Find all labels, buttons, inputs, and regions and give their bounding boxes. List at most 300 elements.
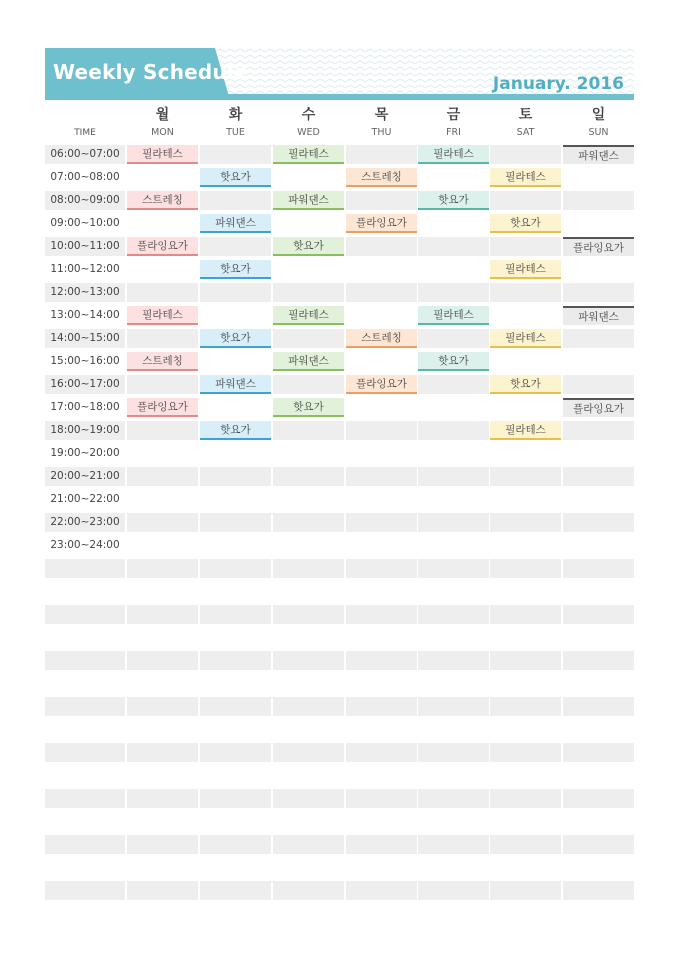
schedule-row xyxy=(45,214,634,233)
day-name-english: SUN xyxy=(588,127,609,138)
schedule-cell xyxy=(563,697,634,716)
header-banner xyxy=(45,48,634,100)
schedule-row xyxy=(45,674,634,693)
day-name-english: MON xyxy=(151,127,174,138)
schedule-cell xyxy=(127,559,198,578)
class-entry: 플라잉요가 xyxy=(563,398,634,417)
schedule-cell xyxy=(418,674,489,693)
schedule-cell xyxy=(418,536,489,555)
schedule-cell xyxy=(273,283,344,302)
class-entry: 플라잉요가 xyxy=(346,375,417,394)
time-slot-label: 08:00~09:00 xyxy=(45,191,125,210)
schedule-cell xyxy=(346,283,417,302)
schedule-cell xyxy=(563,743,634,762)
schedule-cell xyxy=(200,605,271,624)
schedule-cell xyxy=(127,283,198,302)
schedule-cell xyxy=(563,766,634,785)
schedule-row xyxy=(45,237,634,256)
schedule-cell xyxy=(563,812,634,831)
schedule-cell xyxy=(127,536,198,555)
time-slot-label: 10:00~11:00 xyxy=(45,237,125,256)
schedule-cell xyxy=(563,490,634,509)
schedule-cell xyxy=(346,145,417,164)
schedule-cell xyxy=(127,858,198,877)
schedule-cell xyxy=(418,283,489,302)
schedule-cell xyxy=(418,789,489,808)
class-entry: 필라테스 xyxy=(127,145,198,164)
schedule-cell xyxy=(418,237,489,256)
schedule-cell xyxy=(346,421,417,440)
schedule-cell xyxy=(200,651,271,670)
schedule-cell xyxy=(273,375,344,394)
schedule-row xyxy=(45,697,634,716)
schedule-cell xyxy=(200,145,271,164)
schedule-cell xyxy=(273,214,344,233)
class-entry: 핫요가 xyxy=(200,329,271,348)
schedule-cell xyxy=(563,191,634,210)
schedule-cell xyxy=(200,559,271,578)
day-name-english: TUE xyxy=(226,127,245,138)
schedule-cell xyxy=(127,421,198,440)
schedule-cell xyxy=(346,674,417,693)
schedule-cell xyxy=(563,605,634,624)
schedule-cell xyxy=(127,214,198,233)
schedule-row xyxy=(45,306,634,325)
schedule-cell xyxy=(273,168,344,187)
time-slot-label xyxy=(45,858,125,877)
schedule-cell xyxy=(127,168,198,187)
class-entry: 스트레칭 xyxy=(346,329,417,348)
schedule-cell xyxy=(490,812,561,831)
schedule-cell xyxy=(563,467,634,486)
schedule-cell xyxy=(273,766,344,785)
time-slot-label: 19:00~20:00 xyxy=(50,447,120,459)
schedule-cell xyxy=(563,881,634,900)
schedule-cell xyxy=(418,490,489,509)
schedule-cell xyxy=(418,260,489,279)
schedule-cell xyxy=(127,904,198,923)
schedule-cell xyxy=(273,260,344,279)
schedule-cell xyxy=(346,237,417,256)
class-entry: 파워댄스 xyxy=(273,352,344,371)
time-slot-label: 07:00~08:00 xyxy=(50,171,120,183)
month-label: January. 2016 xyxy=(492,74,624,94)
schedule-cell xyxy=(418,651,489,670)
schedule-cell xyxy=(200,306,271,325)
time-slot-label xyxy=(45,628,125,647)
schedule-cell xyxy=(200,881,271,900)
schedule-cell xyxy=(418,329,489,348)
schedule-row xyxy=(45,835,634,854)
schedule-cell xyxy=(273,812,344,831)
time-slot-label: 06:00~07:00 xyxy=(45,145,125,164)
schedule-cell xyxy=(346,881,417,900)
class-entry: 필라테스 xyxy=(490,260,561,279)
schedule-cell xyxy=(346,766,417,785)
class-entry: 필라테스 xyxy=(273,145,344,164)
schedule-cell xyxy=(418,697,489,716)
schedule-cell xyxy=(273,582,344,601)
day-header-sun xyxy=(563,106,634,140)
class-entry: 핫요가 xyxy=(200,168,271,187)
schedule-cell xyxy=(200,835,271,854)
schedule-cell xyxy=(346,536,417,555)
schedule-cell xyxy=(490,398,561,417)
schedule-cell xyxy=(490,559,561,578)
schedule-cell xyxy=(490,237,561,256)
schedule-cell xyxy=(563,214,634,233)
schedule-cell xyxy=(490,444,561,463)
schedule-row xyxy=(45,789,634,808)
class-entry: 파워댄스 xyxy=(200,375,271,394)
time-slot-label: 11:00~12:00 xyxy=(50,263,120,275)
schedule-cell xyxy=(273,674,344,693)
schedule-cell xyxy=(127,490,198,509)
schedule-cell xyxy=(200,352,271,371)
schedule-cell xyxy=(346,260,417,279)
schedule-cell xyxy=(418,720,489,739)
schedule-cell xyxy=(200,674,271,693)
schedule-cell xyxy=(127,329,198,348)
time-slot-label xyxy=(45,697,125,716)
schedule-cell xyxy=(127,467,198,486)
time-slot-label: 20:00~21:00 xyxy=(45,467,125,486)
time-slot-label xyxy=(45,812,125,831)
schedule-cell xyxy=(346,559,417,578)
schedule-row xyxy=(45,145,634,164)
schedule-cell xyxy=(418,766,489,785)
schedule-cell xyxy=(490,283,561,302)
class-entry: 필라테스 xyxy=(490,329,561,348)
schedule-cell xyxy=(563,421,634,440)
class-entry: 플라잉요가 xyxy=(127,237,198,256)
schedule-cell xyxy=(418,812,489,831)
schedule-cell xyxy=(490,145,561,164)
schedule-cell xyxy=(418,904,489,923)
schedule-cell xyxy=(563,720,634,739)
class-entry: 파워댄스 xyxy=(563,306,634,325)
schedule-cell xyxy=(127,582,198,601)
day-header-wed xyxy=(273,106,344,140)
schedule-cell xyxy=(273,651,344,670)
schedule-row xyxy=(45,490,634,509)
schedule-cell xyxy=(490,743,561,762)
schedule-cell xyxy=(490,628,561,647)
schedule-cell xyxy=(127,812,198,831)
time-slot-label: 21:00~22:00 xyxy=(50,493,120,505)
schedule-cell xyxy=(273,697,344,716)
schedule-cell xyxy=(200,743,271,762)
schedule-cell xyxy=(490,835,561,854)
schedule-row xyxy=(45,720,634,739)
schedule-cell xyxy=(563,789,634,808)
schedule-cell xyxy=(127,628,198,647)
schedule-cell xyxy=(563,444,634,463)
class-entry: 스트레칭 xyxy=(346,168,417,187)
schedule-row xyxy=(45,421,634,440)
schedule-cell xyxy=(127,881,198,900)
schedule-cell xyxy=(200,398,271,417)
schedule-cell xyxy=(127,375,198,394)
schedule-cell xyxy=(346,720,417,739)
schedule-cell xyxy=(273,421,344,440)
schedule-cell xyxy=(200,904,271,923)
day-header-fri xyxy=(418,106,489,140)
schedule-cell xyxy=(490,582,561,601)
day-name-korean: 토 xyxy=(518,107,533,123)
schedule-cell xyxy=(273,904,344,923)
time-slot-label xyxy=(45,743,125,762)
class-entry: 핫요가 xyxy=(490,375,561,394)
schedule-row xyxy=(45,743,634,762)
schedule-cell xyxy=(127,513,198,532)
day-name-english: SAT xyxy=(516,127,535,138)
schedule-row xyxy=(45,904,634,923)
time-slot-label: 12:00~13:00 xyxy=(45,283,125,302)
schedule-cell xyxy=(127,674,198,693)
schedule-row xyxy=(45,444,634,463)
schedule-cell xyxy=(346,651,417,670)
time-slot-label: 22:00~23:00 xyxy=(45,513,125,532)
schedule-cell xyxy=(346,490,417,509)
day-name-korean: 일 xyxy=(591,107,606,123)
schedule-cell xyxy=(490,467,561,486)
schedule-cell xyxy=(346,352,417,371)
schedule-cell xyxy=(490,674,561,693)
schedule-cell xyxy=(490,904,561,923)
day-name-korean: 목 xyxy=(374,107,389,123)
time-slot-label: 17:00~18:00 xyxy=(50,401,120,413)
schedule-cell xyxy=(490,513,561,532)
page-title: Weekly Schedule xyxy=(53,60,248,84)
schedule-cell xyxy=(563,375,634,394)
schedule-cell xyxy=(127,651,198,670)
schedule-cell xyxy=(346,812,417,831)
schedule-cell xyxy=(490,697,561,716)
schedule-cell xyxy=(490,536,561,555)
schedule-cell xyxy=(490,858,561,877)
schedule-cell xyxy=(563,674,634,693)
schedule-row xyxy=(45,168,634,187)
schedule-cell xyxy=(563,835,634,854)
schedule-cell xyxy=(346,835,417,854)
schedule-cell xyxy=(418,513,489,532)
time-slot-label xyxy=(45,789,125,808)
schedule-cell xyxy=(273,605,344,624)
time-slot-label xyxy=(45,835,125,854)
schedule-cell xyxy=(127,720,198,739)
schedule-row xyxy=(45,329,634,348)
schedule-cell xyxy=(418,467,489,486)
schedule-cell xyxy=(273,513,344,532)
class-entry: 필라테스 xyxy=(490,168,561,187)
schedule-cell xyxy=(273,789,344,808)
class-entry: 필라테스 xyxy=(418,145,489,164)
schedule-cell xyxy=(563,283,634,302)
schedule-cell xyxy=(200,283,271,302)
schedule-row xyxy=(45,375,634,394)
schedule-cell xyxy=(418,628,489,647)
day-name-korean: 화 xyxy=(228,107,243,123)
schedule-cell xyxy=(346,444,417,463)
time-slot-label xyxy=(45,904,125,923)
schedule-cell xyxy=(563,329,634,348)
schedule-cell xyxy=(273,444,344,463)
day-header-thu xyxy=(346,106,417,140)
time-slot-label xyxy=(45,881,125,900)
schedule-cell xyxy=(418,881,489,900)
time-slot-label: 18:00~19:00 xyxy=(45,421,125,440)
schedule-cell xyxy=(346,467,417,486)
schedule-row xyxy=(45,651,634,670)
schedule-cell xyxy=(490,306,561,325)
schedule-cell xyxy=(273,559,344,578)
schedule-row xyxy=(45,858,634,877)
schedule-cell xyxy=(418,835,489,854)
schedule-row xyxy=(45,582,634,601)
schedule-cell xyxy=(127,789,198,808)
time-slot-label xyxy=(45,559,125,578)
class-entry: 스트레칭 xyxy=(127,191,198,210)
schedule-cell xyxy=(127,697,198,716)
time-slot-label xyxy=(45,766,125,785)
class-entry: 핫요가 xyxy=(490,214,561,233)
class-entry: 핫요가 xyxy=(418,352,489,371)
schedule-cell xyxy=(273,467,344,486)
day-name-english: WED xyxy=(297,127,320,138)
schedule-cell xyxy=(346,513,417,532)
schedule-cell xyxy=(346,191,417,210)
class-entry: 핫요가 xyxy=(200,260,271,279)
schedule-cell xyxy=(200,628,271,647)
schedule-cell xyxy=(346,306,417,325)
schedule-cell xyxy=(418,421,489,440)
schedule-cell xyxy=(418,375,489,394)
schedule-cell xyxy=(490,766,561,785)
schedule-cell xyxy=(200,812,271,831)
schedule-cell xyxy=(490,789,561,808)
schedule-cell xyxy=(563,651,634,670)
time-slot-label xyxy=(45,605,125,624)
time-slot-label xyxy=(45,674,125,693)
class-entry: 필라테스 xyxy=(127,306,198,325)
schedule-cell xyxy=(200,858,271,877)
time-slot-label: 14:00~15:00 xyxy=(45,329,125,348)
schedule-cell xyxy=(563,858,634,877)
schedule-cell xyxy=(200,513,271,532)
schedule-cell xyxy=(200,582,271,601)
schedule-cell xyxy=(200,191,271,210)
schedule-row xyxy=(45,812,634,831)
schedule-cell xyxy=(346,398,417,417)
schedule-cell xyxy=(563,168,634,187)
day-name-english: FRI xyxy=(446,127,461,138)
schedule-cell xyxy=(490,720,561,739)
schedule-cell xyxy=(200,490,271,509)
schedule-cell xyxy=(346,789,417,808)
schedule-cell xyxy=(418,168,489,187)
schedule-cell xyxy=(273,490,344,509)
schedule-cell xyxy=(273,628,344,647)
schedule-cell xyxy=(490,605,561,624)
schedule-row xyxy=(45,628,634,647)
schedule-cell xyxy=(563,904,634,923)
schedule-cell xyxy=(346,628,417,647)
schedule-cell xyxy=(490,881,561,900)
schedule-row xyxy=(45,766,634,785)
schedule-cell xyxy=(346,904,417,923)
schedule-cell xyxy=(346,697,417,716)
schedule-cell xyxy=(200,720,271,739)
time-column-header: TIME xyxy=(74,128,96,138)
time-slot-label: 16:00~17:00 xyxy=(45,375,125,394)
schedule-row xyxy=(45,260,634,279)
class-entry: 핫요가 xyxy=(273,237,344,256)
class-entry: 파워댄스 xyxy=(273,191,344,210)
schedule-cell xyxy=(490,352,561,371)
schedule-cell xyxy=(200,237,271,256)
schedule-cell xyxy=(563,536,634,555)
class-entry: 파워댄스 xyxy=(200,214,271,233)
time-slot-label: 23:00~24:00 xyxy=(50,539,120,551)
time-slot-label xyxy=(45,651,125,670)
class-entry: 필라테스 xyxy=(273,306,344,325)
class-entry: 필라테스 xyxy=(490,421,561,440)
schedule-row xyxy=(45,283,634,302)
schedule-cell xyxy=(127,835,198,854)
schedule-cell xyxy=(200,766,271,785)
schedule-cell xyxy=(563,260,634,279)
time-slot-label: 09:00~10:00 xyxy=(50,217,120,229)
schedule-cell xyxy=(273,536,344,555)
schedule-cell xyxy=(273,720,344,739)
schedule-row xyxy=(45,513,634,532)
time-slot-label: 13:00~14:00 xyxy=(50,309,120,321)
schedule-cell xyxy=(346,858,417,877)
schedule-cell xyxy=(418,444,489,463)
schedule-cell xyxy=(490,651,561,670)
schedule-cell xyxy=(563,628,634,647)
schedule-row xyxy=(45,881,634,900)
class-entry: 플라잉요가 xyxy=(346,214,417,233)
schedule-cell xyxy=(490,490,561,509)
schedule-row xyxy=(45,536,634,555)
schedule-cell xyxy=(273,835,344,854)
day-name-korean: 금 xyxy=(446,107,461,123)
class-entry: 파워댄스 xyxy=(563,145,634,164)
schedule-cell xyxy=(127,766,198,785)
schedule-cell xyxy=(200,697,271,716)
schedule-cell xyxy=(418,398,489,417)
schedule-cell xyxy=(127,260,198,279)
schedule-cell xyxy=(127,605,198,624)
schedule-cell xyxy=(127,444,198,463)
time-slot-label: 15:00~16:00 xyxy=(50,355,120,367)
schedule-cell xyxy=(200,467,271,486)
schedule-row xyxy=(45,605,634,624)
schedule-row xyxy=(45,467,634,486)
schedule-cell xyxy=(418,582,489,601)
schedule-cell xyxy=(273,329,344,348)
class-entry: 핫요가 xyxy=(273,398,344,417)
day-header-sat xyxy=(490,106,561,140)
time-slot-label xyxy=(45,582,125,601)
day-header-mon xyxy=(127,106,198,140)
schedule-row xyxy=(45,559,634,578)
schedule-cell xyxy=(418,605,489,624)
class-entry: 핫요가 xyxy=(418,191,489,210)
class-entry: 필라테스 xyxy=(418,306,489,325)
